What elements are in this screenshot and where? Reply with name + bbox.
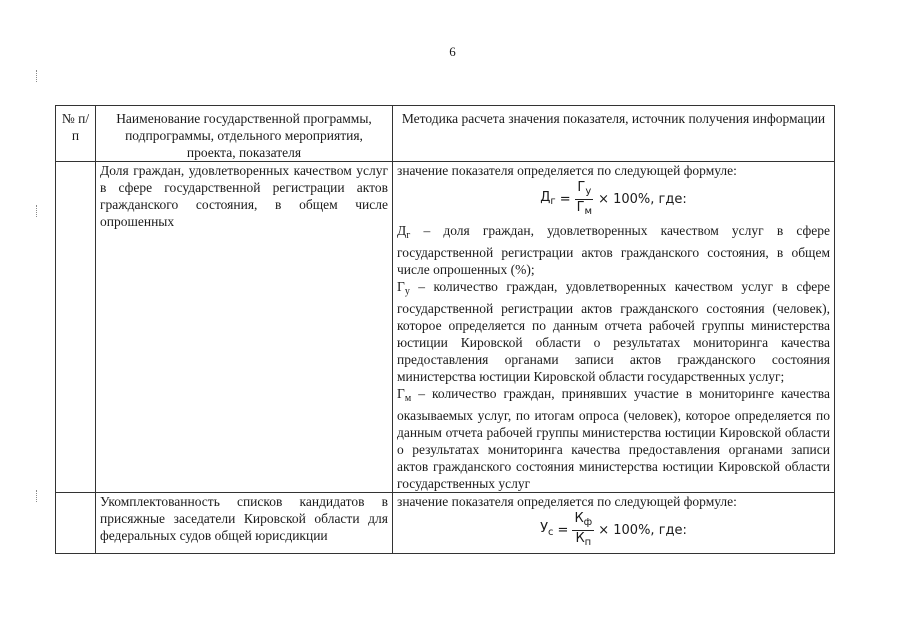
row-method [393,162,835,493]
formula-denominator: $Г_м$ [576,200,593,217]
table-row [56,493,835,554]
formula-lhs: $У_с$ [540,521,554,538]
margin-mark [36,490,38,502]
formula-fraction [575,180,594,219]
formula-lhs: $Д_г$ [540,190,556,207]
definition: $Г_м$ – количество граждан, принявших участие в мониторинге качества оказываемых услуг, по итогам опроса (человек), которое определяется по данным отчета рабочей группы министерства юстиции Кировской области о результатах мониторинга качества предоставления органами записи актов гражданского состояния министерства юстиции Кировской области государственных услуг [397,386,830,491]
margin-mark [36,70,38,82]
formula-numerator: $К_ф$ [572,511,594,531]
row-method [393,493,835,554]
formula-tail: × 100%, где: [598,523,687,538]
header-name: Наименование государственной программы, подпрограммы, отдельного мероприятия, проекта, показателя [96,106,393,162]
formula [397,511,830,550]
header-method: Методика расчета значения показателя, источник получения информации [393,106,835,162]
formula [397,180,830,219]
formula-tail: × 100%, где: [598,192,687,207]
formula-denominator: $К_п$ [575,531,592,548]
definition: $Г_у$ – количество граждан, удовлетворенных качеством услуг в сфере государственной регистрации актов гражданского состояния (человек), которое определяется по данным отчета рабочей группы министерства юстиции Кировской области о результатах мониторинга качества предоставления органами записи актов гражданского состояния министерства юстиции Кировской области государственных услуг; [397,279,830,384]
method-intro: значение показателя определяется по следующей формуле: [397,163,737,178]
formula-numerator: $Г_у$ [575,180,593,200]
row-indicator-name: Доля граждан, удовлетворенных качеством услуг в сфере государственной регистрации актов гражданского состояния, в общем числе опрошенных [96,162,393,493]
row-num [56,493,96,554]
indicator-table [55,105,835,554]
header-row [56,106,835,162]
margin-mark [36,205,38,217]
header-num: № п/п [56,106,96,162]
formula-equals: = [557,523,569,538]
row-indicator-name: Укомплектованность списков кандидатов в присяжные заседатели Кировской области для федеральных судов общей юрисдикции [96,493,393,554]
formula-equals: = [559,192,571,207]
page-number: 6 [449,44,456,59]
table-row [56,162,835,493]
row-num [56,162,96,493]
formula-fraction [572,511,594,550]
definition: $Д_г$ – доля граждан, удовлетворенных качеством услуг в сфере государственной регистрации актов гражданского состояния, в общем числе опрошенных (%); [397,223,830,277]
method-intro: значение показателя определяется по следующей формуле: [397,494,737,509]
